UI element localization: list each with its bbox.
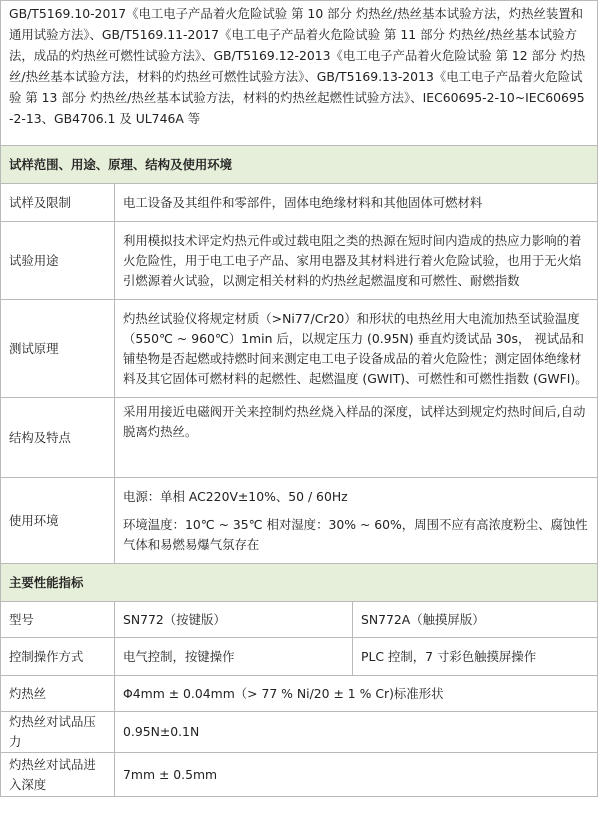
spec-value-depth: 7mm ± 0.5mm [115, 753, 598, 797]
spec-value-pressure: 0.95N±0.1N [115, 712, 598, 753]
spec-model-b: SN772A（触摸屏版） [353, 602, 598, 638]
row-value-environment [115, 478, 598, 564]
section-title-scope: 试样范围、用途、原理、结构及使用环境 [1, 146, 598, 184]
env-power: 电源：单相 AC220V±10%、50 / 60Hz [123, 488, 348, 504]
spec-control-a: 电气控制，按键操作 [115, 638, 353, 676]
section-title-performance: 主要性能指标 [1, 564, 598, 602]
spec-label-model: 型号 [1, 602, 115, 638]
spec-value-glow-wire: Φ4mm ± 0.04mm（> 77 % Ni/20 ± 1 % Cr)标准形状 [115, 676, 598, 712]
standards-text: GB/T5169.10-2017《电工电子产品着火危险试验 第 10 部分 灼热丝/热丝基本试验方法，灼热丝装置和通用试验方法》、GB/T5169.11-2017《电工电子产品着火危险试验 第 11 部分 灼热丝/热丝基本试验方法，成品的灼热丝可燃性试验方法》、GB/T5169.12-2013《电工电子产品着火危险试验 第 12 部分 灼热丝/热丝基本试验方法，材料的灼热丝可燃性试验方法》、GB/T5169.13-2013《电工电子产品着火危险试验 第 13 部分 灼热丝/热丝基本试验方法，材料的灼热丝起燃性试验方法》、IEC60695-2-10~IEC60695-2-13、GB4706.1 及 UL746A 等 [1, 1, 598, 146]
row-value-structure: 采用用接近电磁阀开关来控制灼热丝烧入样品的深度，试样达到规定灼热时间后,自动脱离灼热丝。 [115, 398, 598, 478]
spec-control-b: PLC 控制，7 寸彩色触摸屏操作 [353, 638, 598, 676]
row-label-environment: 使用环境 [1, 478, 115, 564]
spec-label-control: 控制操作方式 [1, 638, 115, 676]
row-label-structure: 结构及特点 [1, 398, 115, 478]
row-value-sample: 电工设备及其组件和零部件，固体电绝缘材料和其他固体可燃材料 [115, 184, 598, 222]
row-value-principle: 灼热丝试验仪将规定材质（>Ni77/Cr20）和形状的电热丝用大电流加热至试验温度（550℃ ~ 960℃）1min 后，以规定压力 (0.95N) 垂直灼烫试品 30s， 视试品和铺垫物是否起燃或持燃时间来测定电工电子设备成品的着火危险性；测定固体绝缘材料及其它固体可燃材料的起燃性、起燃温度 (GWIT)、可燃性和可燃性指数 (GWFI)。 [115, 300, 598, 398]
spec-label-glow-wire: 灼热丝 [1, 676, 115, 712]
row-label-purpose: 试验用途 [1, 222, 115, 300]
spec-label-pressure: 灼热丝对试品压力 [1, 712, 115, 753]
env-climate: 环境温度：10℃ ~ 35℃ 相对湿度：30% ~ 60%，周围不应有高浓度粉尘、腐蚀性气体和易燃易爆气氛存在 [123, 516, 588, 552]
row-value-purpose: 利用模拟技术评定灼热元件或过载电阻之类的热源在短时间内造成的热应力影响的着火危险性，用于电工电子产品、家用电器及其材料进行着火危险试验，也用于无火焰引燃源着火试验，以测定相关材料的灼热丝起燃温度和可燃性、耐燃指数 [115, 222, 598, 300]
spec-label-depth: 灼热丝对试品进入深度 [1, 753, 115, 797]
row-label-principle: 测试原理 [1, 300, 115, 398]
spec-model-a: SN772（按键版） [115, 602, 353, 638]
row-label-sample: 试样及限制 [1, 184, 115, 222]
